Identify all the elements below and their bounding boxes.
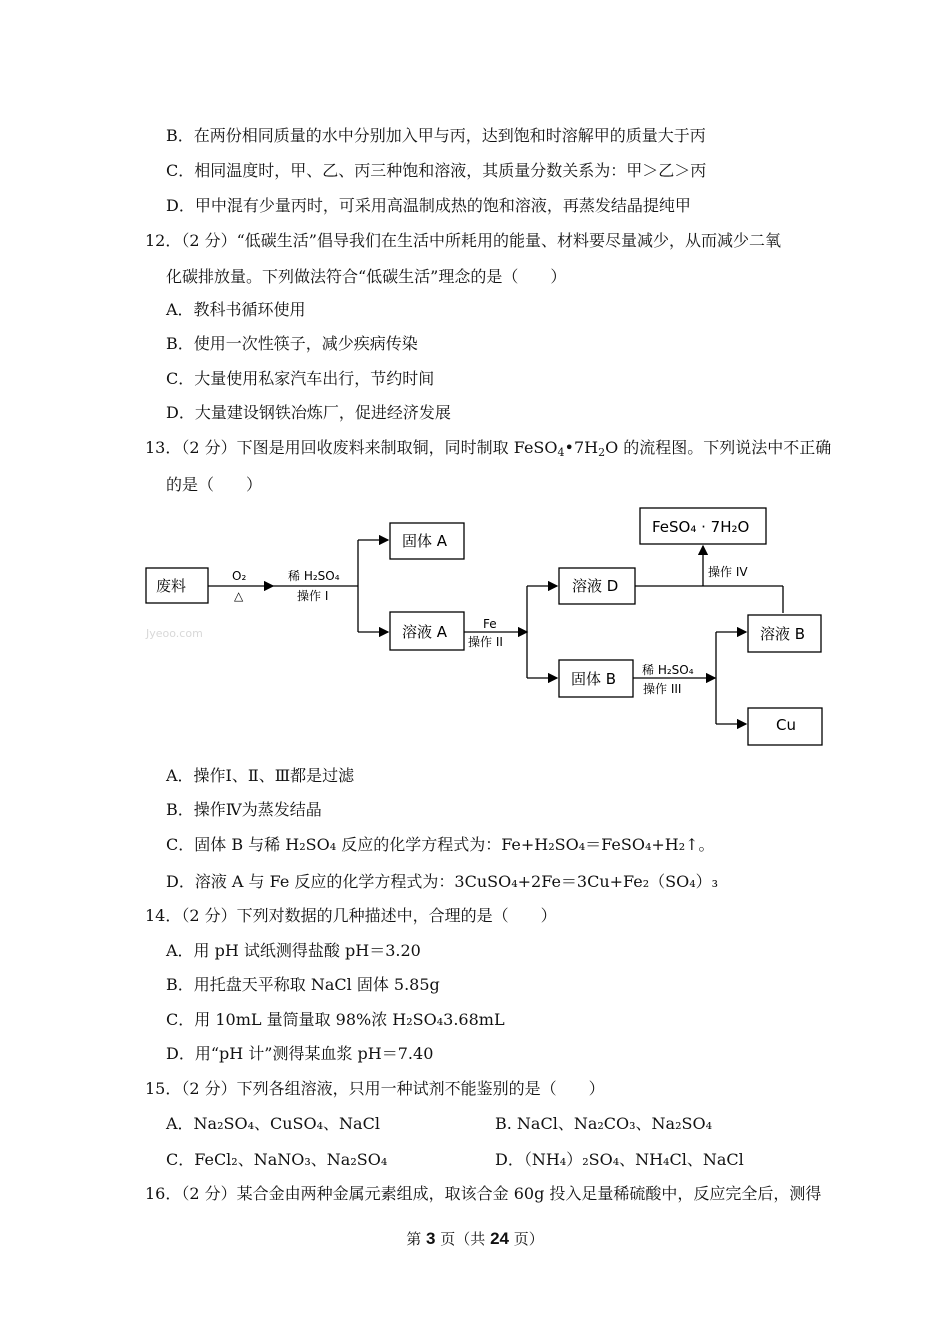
q11-option-b: B．在两份相同质量的水中分别加入甲与丙，达到饱和时溶解甲的质量大于丙 [166,126,706,145]
q13-stem-line2: 的是（ ） [166,475,263,494]
q12-option-d: D．大量建设钢铁冶炼厂，促进经济发展 [166,403,451,422]
label-solution-a: 溶液 A [402,623,448,641]
label-op4: 操作 IV [708,565,748,579]
watermark: Jyeoo.com [146,627,203,640]
footer-mid: 页（共 [440,1230,486,1248]
label-solution-d: 溶液 D [572,577,619,595]
footer-total-pages: 24 [490,1229,509,1248]
label-fe: Fe [483,617,497,631]
footer-suffix: 页） [513,1230,544,1248]
footer-prefix: 第 [406,1230,422,1248]
q12-option-c: C．大量使用私家汽车出行，节约时间 [166,369,435,388]
label-feiliao: 废料 [156,577,187,595]
q12-option-b: B．使用一次性筷子，减少疾病传染 [166,334,418,353]
q14-stem: 14．（2 分）下列对数据的几种描述中，合理的是（ ） [145,906,557,925]
q15-stem: 15．（2 分）下列各组溶液，只用一种试剂不能鉴别的是（ ） [145,1079,605,1098]
q14-option-a: A．用 pH 试纸测得盐酸 pH＝3.20 [166,941,421,960]
q13-option-c: C．固体 B 与稀 H₂SO₄ 反应的化学方程式为：Fe+H₂SO₄＝FeSO₄+H₂↑。 [166,835,715,854]
label-o2: O₂ [232,569,247,583]
q14-option-d: D．用“pH 计”测得某血浆 pH＝7.40 [166,1044,434,1063]
q13-stem-line1: 13．（2 分）下图是用回收废料来制取铜，同时制取 $FeSO_4•7H_2O$ 的流程图。下列说法中不正确 [145,438,832,459]
q15-option-a: A．Na₂SO₄、CuSO₄、NaCl [166,1114,380,1133]
q13-option-b: B．操作Ⅳ为蒸发结晶 [166,800,322,819]
page-footer [0,1228,950,1249]
label-op1: 操作 I [297,589,329,603]
q13-stem-part1: 13．（2 分）下图是用回收废料来制取铜，同时制取 FeSO [145,438,558,457]
q12-stem-line2: 化碳排放量。下列做法符合“低碳生活”理念的是（ ） [166,267,567,286]
q11-option-c: C．相同温度时，甲、乙、丙三种饱和溶液，其质量分数关系为：甲＞乙＞丙 [166,161,707,180]
label-op2: 操作 II [468,635,503,649]
q13-option-a: A．操作Ⅰ、Ⅱ、Ⅲ都是过滤 [166,766,355,785]
label-cu: Cu [776,716,796,734]
q15-option-b: B. NaCl、Na₂CO₃、Na₂SO₄ [495,1114,713,1133]
q14-option-b: B．用托盘天平称取 NaCl 固体 5.85g [166,975,440,994]
q14-option-c: C．用 10mL 量筒量取 98%浓 H₂SO₄3.68mL [166,1010,505,1029]
label-solid-a: 固体 A [402,532,448,550]
label-solid-b: 固体 B [571,670,617,688]
q11-option-d: D．甲中混有少量丙时，可采用高温制成热的饱和溶液，再蒸发结晶提纯甲 [166,196,691,215]
q16-stem: 16．（2 分）某合金由两种金属元素组成，取该合金 60g 投入足量稀硫酸中，反应完全后，测得 [145,1184,822,1203]
q13-stem-part3: O 的流程图。下列说法中不正确 [605,438,832,457]
label-heat: △ [234,589,244,603]
q13-stem-part2: •7H [564,438,599,457]
label-dilute-h2so4-2: 稀 H₂SO₄ [642,663,694,677]
q15-option-c: C．FeCl₂、NaNO₃、Na₂SO₄ [166,1150,388,1169]
label-op3: 操作 III [643,682,682,696]
q15-option-d: D．（NH₄）₂SO₄、NH₄Cl、NaCl [495,1150,744,1169]
label-dilute-h2so4: 稀 H₂SO₄ [288,569,340,583]
footer-page-number: 3 [426,1229,436,1248]
q13-option-d: D．溶液 A 与 Fe 反应的化学方程式为：3CuSO₄+2Fe＝3Cu+Fe₂（SO₄）₃ [166,872,719,891]
label-solution-b: 溶液 B [760,625,806,643]
q12-option-a: A．教科书循环使用 [166,300,306,319]
q12-stem-line1: 12．（2 分）“低碳生活”倡导我们在生活中所耗用的能量、材料要尽量减少，从而减少二氧 [145,231,781,250]
label-feso4: FeSO₄ · 7H₂O [652,518,750,536]
flow-diagram [140,500,840,755]
